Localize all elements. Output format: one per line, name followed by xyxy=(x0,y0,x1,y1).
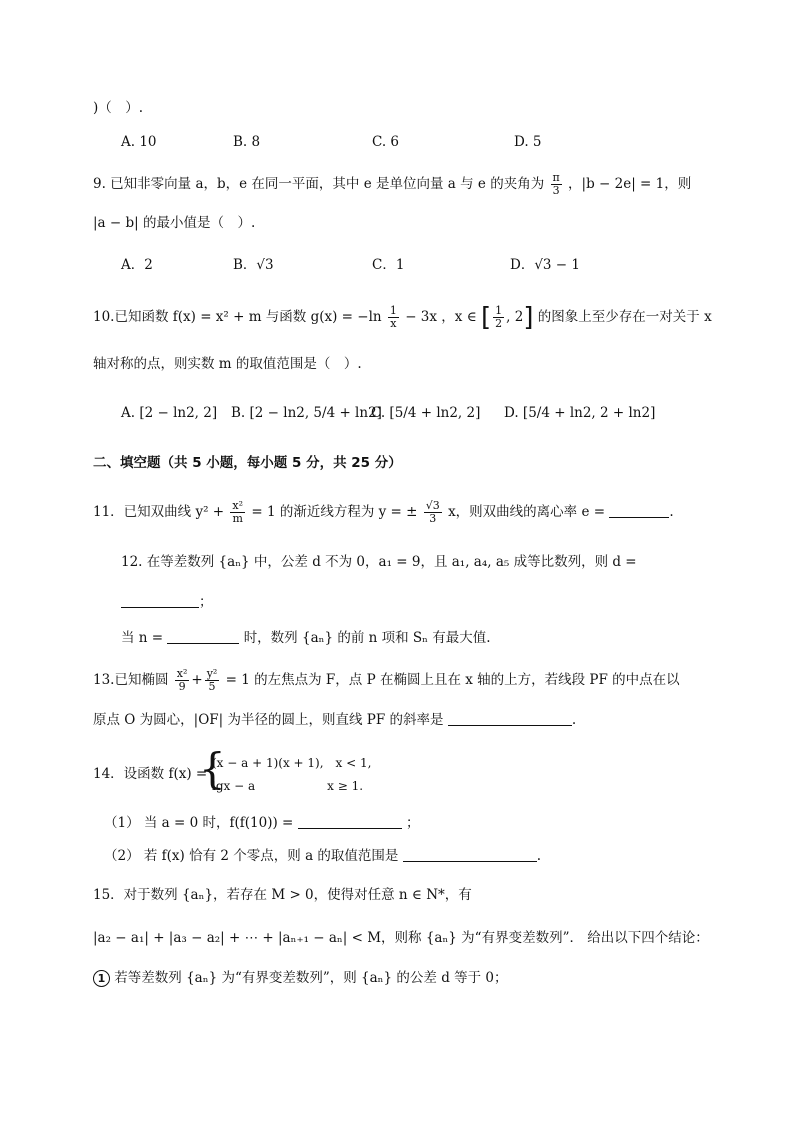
q9-stem-line1 xyxy=(93,172,704,197)
q8-option-a: A. 10 xyxy=(121,134,157,150)
q9-stem-line2: |a − b| 的最小值是（ ）. xyxy=(93,215,256,231)
q13-b: = 1 的左焦点为 F，点 P 在椭圆上且在 x 轴的上方，若线段 PF 的中点在以 xyxy=(225,672,680,688)
q14-lead: 14．设函数 f(x) = xyxy=(93,766,208,782)
q12-line3-a: 当 n = xyxy=(121,630,164,646)
q12-line3 xyxy=(121,628,704,648)
q10-option-b: B. [2 − ln2, 5/4 + ln2] xyxy=(231,405,382,421)
q11-answer-blank[interactable] xyxy=(609,503,669,518)
q11-slope-den: 3 xyxy=(429,512,437,525)
q10-stem-a: 10.已知函数 f(x) = x² + m 与函数 g(x) = −ln xyxy=(93,309,382,325)
q11-stem xyxy=(93,500,704,525)
q15-conclusion1-marker: 1 xyxy=(93,970,110,987)
q12-line3-b: 时，数列 {aₙ} 的前 n 项和 Sₙ 有最大值. xyxy=(243,630,491,646)
q13-line2-text: 原点 O 为圆心，|OF| 为半径的圆上，则直线 PF 的斜率是 xyxy=(93,712,444,728)
q9-option-c: C．1 xyxy=(372,257,405,273)
q10-stem-c: 的图象上至少存在一对关于 x xyxy=(537,309,712,325)
q12-line2-end: ； xyxy=(199,594,213,610)
q13-line2 xyxy=(93,710,704,730)
q10-interval-right: , 2 xyxy=(506,309,524,325)
q11-slope-num: √3 xyxy=(425,499,440,512)
q9-angle-num: π xyxy=(552,171,560,184)
q14-part1-end: ； xyxy=(405,815,420,831)
q10-stem-line2: 轴对称的点，则实数 m 的取值范围是（ ）. xyxy=(93,356,362,372)
q9-option-d: D．√3 − 1 xyxy=(510,257,580,273)
q11-frac-num: x² xyxy=(232,499,244,512)
q8-option-b: B. 8 xyxy=(233,134,261,150)
q10-stem-line1 xyxy=(93,302,712,333)
q10-option-d: D. [5/4 + ln2, 2 + ln2] xyxy=(504,405,656,421)
section-fill-in-header: 二、填空题（共 5 小题，每小题 5 分，共 25 分） xyxy=(93,455,402,471)
q14-part2-blank[interactable] xyxy=(403,847,537,862)
q14-part2-end: . xyxy=(536,848,542,864)
q14-part1-blank[interactable] xyxy=(298,814,402,829)
q10-ln-num: 1 xyxy=(389,304,397,317)
q14-part1-text: （1） 当 a = 0 时，f(f(10)) = xyxy=(104,815,294,831)
q10-interval-close: ] xyxy=(523,302,534,333)
q14-part2 xyxy=(104,846,704,866)
q8-options xyxy=(121,131,704,153)
q8-tail: )（ ）. xyxy=(93,100,144,116)
q13-line1 xyxy=(93,668,704,693)
q14-case2: lgx − a x ≥ 1. xyxy=(212,779,364,793)
q14-part1 xyxy=(104,813,704,833)
q11-end: . xyxy=(669,504,674,520)
q13-f1-den: 9 xyxy=(178,680,186,693)
q13-f2-num: y² xyxy=(206,667,218,680)
q10-interval-fraction xyxy=(493,305,504,330)
q11-c: x，则双曲线的离心率 e = xyxy=(448,504,606,520)
q9-option-b: B．√3 xyxy=(233,257,274,273)
q10-ln-den: x xyxy=(390,317,397,330)
q8-option-c: C. 6 xyxy=(372,134,400,150)
q15-conclusion1-text: 若等差数列 {aₙ} 为“有界变差数列”，则 {aₙ} 的公差 d 等于 0； xyxy=(114,970,508,986)
q13-answer-blank[interactable] xyxy=(448,711,572,726)
q11-frac-den: m xyxy=(232,512,243,525)
q15-line2: |a₂ − a₁| + |a₃ − a₂| + ⋯ + |aₙ₊₁ − aₙ| < M，则称 {aₙ} 为“有界变差数列”． 给出以下四个结论： xyxy=(93,930,709,946)
q13-a: 13.已知椭圆 xyxy=(93,672,169,688)
q11-slope xyxy=(424,500,442,525)
q9-angle-den: 3 xyxy=(552,184,560,197)
q10-ln-fraction xyxy=(388,305,399,330)
q9-stem-text: 9. 已知非零向量 a，b，e 在同一平面，其中 e 是单位向量 a 与 e 的夹角为 xyxy=(93,176,545,192)
q15-conclusion1 xyxy=(93,968,704,988)
q13-plus: + xyxy=(191,672,203,688)
q10-option-c: C. [5/4 + ln2, 2] xyxy=(371,405,481,421)
q10-stem-b: − 3x ，x ∈ xyxy=(405,309,477,325)
q14-brace: { xyxy=(199,744,226,793)
q9-options xyxy=(121,254,704,276)
q13-frac2 xyxy=(205,668,220,693)
q12-line1: 12. 在等差数列 {aₙ} 中，公差 d 不为 0，a₁ = 9，且 a₁, a₄, a₅ 成等比数列，则 d = xyxy=(121,554,637,570)
q9-option-a: A．2 xyxy=(121,257,153,273)
q12-line2 xyxy=(121,592,704,612)
q10-int-num: 1 xyxy=(495,304,503,317)
q8-option-d: D. 5 xyxy=(514,134,542,150)
q15-line1: 15．对于数列 {aₙ}，若存在 M > 0，使得对任意 n ∈ N*，有 xyxy=(93,887,472,903)
q14-part2-text: （2） 若 f(x) 恰有 2 个零点，则 a 的取值范围是 xyxy=(104,848,399,864)
q10-option-a: A. [2 − ln2, 2] xyxy=(121,405,218,421)
q12-d-blank[interactable] xyxy=(121,593,199,608)
q13-f1-num: x² xyxy=(176,667,188,680)
q9-angle-fraction xyxy=(551,172,562,197)
q11-b: = 1 的渐近线方程为 y = ± xyxy=(251,504,418,520)
q13-frac1 xyxy=(175,668,190,693)
q13-end: . xyxy=(571,712,577,728)
q11-a: 11．已知双曲线 y² + xyxy=(93,504,225,520)
q9-condition: ，|b − 2e| = 1，则 xyxy=(568,176,692,192)
q10-int-den: 2 xyxy=(495,317,503,330)
q12-n-blank[interactable] xyxy=(167,629,239,644)
q10-interval-open: [ xyxy=(481,302,492,333)
q11-frac xyxy=(230,500,245,525)
q13-f2-den: 5 xyxy=(208,680,216,693)
q14-case1: (x − a + 1)(x + 1), x < 1, xyxy=(212,756,372,770)
q10-options xyxy=(121,402,704,424)
